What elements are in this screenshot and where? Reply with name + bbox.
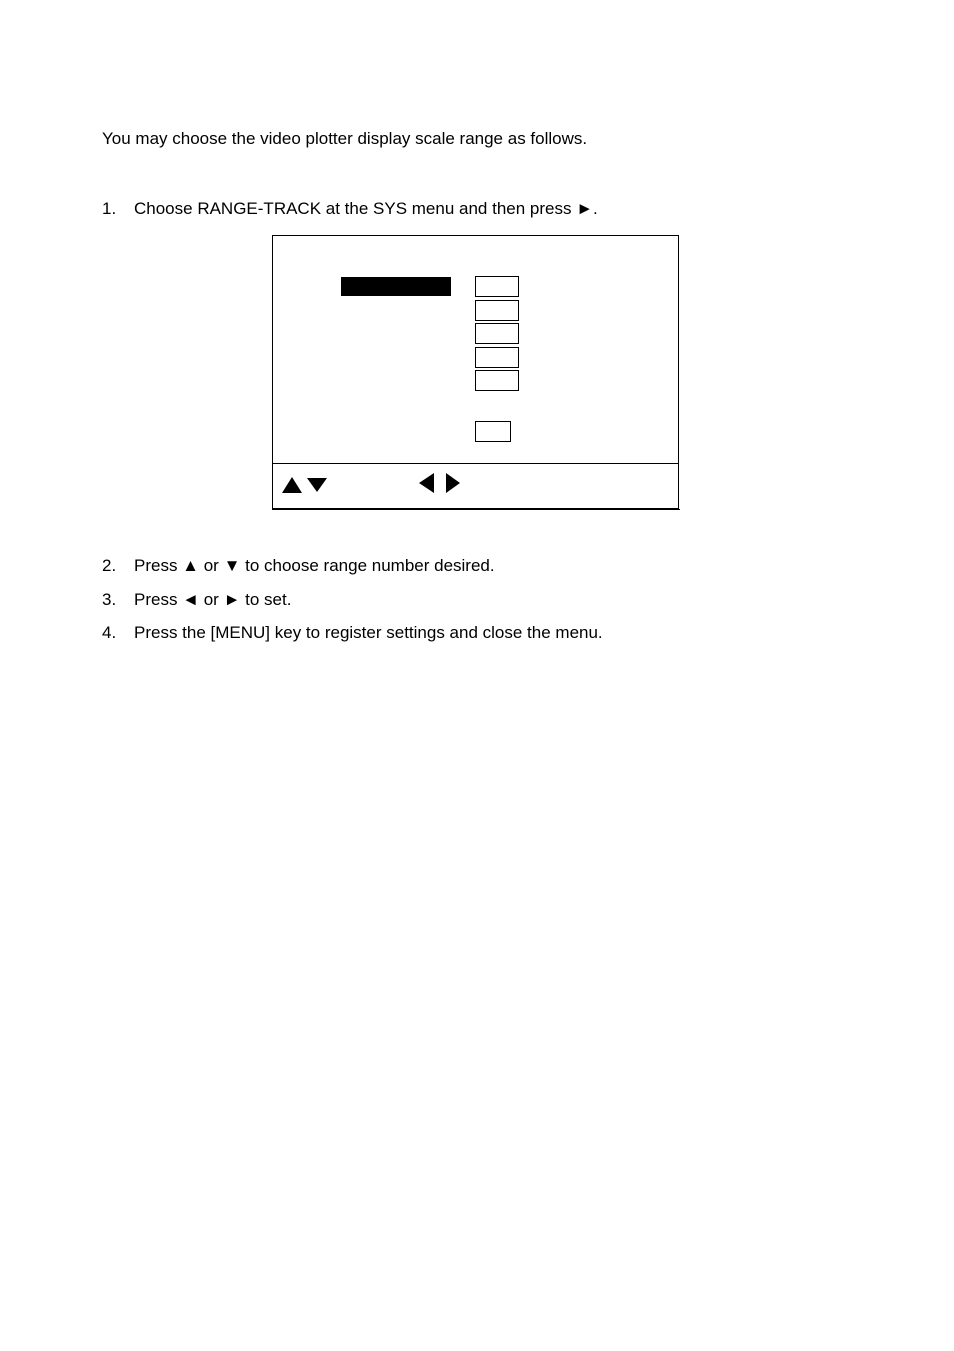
intro-paragraph: You may choose the video plotter display scale range as follows. (102, 129, 588, 148)
step-1-number: 1. (102, 199, 117, 218)
range-value-box-6 (475, 421, 511, 442)
up-arrow-icon (282, 477, 302, 493)
range-value-box-3 (475, 323, 519, 344)
range-value-box-4 (475, 347, 519, 368)
sys-menu-figure (272, 235, 679, 509)
step-3-number: 3. (102, 590, 117, 609)
step-2-number: 2. (102, 556, 117, 575)
step-2-text: Press ▲ or ▼ to choose range number desired. (134, 556, 495, 575)
selected-menu-item-highlight (341, 277, 451, 296)
menu-footer-divider (273, 463, 678, 464)
step-1-text: Choose RANGE-TRACK at the SYS menu and then press ►. (134, 199, 598, 218)
down-arrow-icon (307, 478, 327, 492)
step-3-text: Press ◄ or ► to set. (134, 590, 292, 609)
step-4-number: 4. (102, 623, 117, 642)
range-value-box-2 (475, 300, 519, 321)
left-arrow-icon (419, 473, 434, 493)
step-4-text: Press the [MENU] key to register settings and close the menu. (134, 623, 603, 642)
right-arrow-icon (446, 473, 460, 493)
range-value-box-1 (475, 276, 519, 297)
range-value-box-5 (475, 370, 519, 391)
menu-bottom-edge (272, 509, 680, 510)
